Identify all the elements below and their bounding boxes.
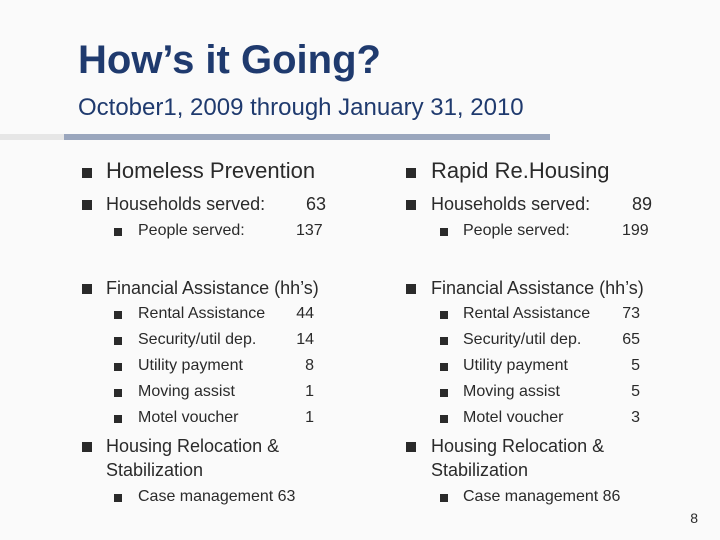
bullet-icon bbox=[406, 284, 416, 294]
bullet-icon bbox=[82, 284, 92, 294]
left-people-value: 137 bbox=[296, 222, 323, 239]
right-item-value: 65 bbox=[622, 331, 640, 348]
left-item-value: 8 bbox=[305, 357, 314, 374]
left-item-value: 1 bbox=[305, 409, 314, 426]
sub-bullet-icon bbox=[114, 389, 122, 397]
right-households-value: 89 bbox=[632, 194, 653, 214]
title-rule bbox=[64, 134, 550, 140]
left-households-label: Households served: bbox=[106, 194, 266, 214]
page-number: 8 bbox=[690, 510, 698, 526]
right-relocation-line2: Stabilization bbox=[431, 460, 529, 480]
sub-bullet-icon bbox=[440, 389, 448, 397]
sub-bullet-icon bbox=[440, 228, 448, 236]
right-case-management: Case management 86 bbox=[463, 488, 621, 505]
right-item-label: Moving assist bbox=[463, 383, 560, 400]
slide-title: How’s it Going? bbox=[78, 38, 381, 82]
sub-bullet-icon bbox=[440, 337, 448, 345]
sub-bullet-icon bbox=[114, 311, 122, 319]
left-relocation-line2: Stabilization bbox=[106, 460, 204, 480]
left-financial-heading: Financial Assistance (hh’s) bbox=[106, 278, 319, 298]
right-households-label: Households served: bbox=[431, 194, 591, 214]
left-item-label: Motel voucher bbox=[138, 409, 239, 426]
bullet-icon bbox=[82, 168, 92, 178]
left-case-management: Case management 63 bbox=[138, 488, 296, 505]
sub-bullet-icon bbox=[440, 494, 448, 502]
left-item-value: 14 bbox=[296, 331, 314, 348]
right-people-label: People served: bbox=[463, 222, 570, 239]
left-item-label: Rental Assistance bbox=[138, 305, 266, 322]
right-item-value: 5 bbox=[631, 383, 640, 400]
right-item-label: Security/util dep. bbox=[463, 331, 582, 348]
sub-bullet-icon bbox=[440, 311, 448, 319]
left-item-label: Security/util dep. bbox=[138, 331, 257, 348]
sub-bullet-icon bbox=[114, 415, 122, 423]
bullet-icon bbox=[406, 200, 416, 210]
sub-bullet-icon bbox=[114, 363, 122, 371]
left-item-label: Utility payment bbox=[138, 357, 243, 374]
right-item-value: 3 bbox=[631, 409, 640, 426]
right-people-value: 199 bbox=[622, 222, 649, 239]
title-rule-left bbox=[0, 134, 64, 140]
right-financial-heading: Financial Assistance (hh’s) bbox=[431, 278, 644, 298]
sub-bullet-icon bbox=[114, 494, 122, 502]
bullet-icon bbox=[82, 200, 92, 210]
bullet-icon bbox=[82, 442, 92, 452]
right-item-label: Utility payment bbox=[463, 357, 568, 374]
sub-bullet-icon bbox=[440, 363, 448, 371]
bullet-icon bbox=[406, 442, 416, 452]
right-item-value: 73 bbox=[622, 305, 640, 322]
left-item-value: 1 bbox=[305, 383, 314, 400]
left-item-value: 44 bbox=[296, 305, 314, 322]
right-item-value: 5 bbox=[631, 357, 640, 374]
right-relocation-line1: Housing Relocation & bbox=[431, 436, 605, 456]
left-item-label: Moving assist bbox=[138, 383, 235, 400]
sub-bullet-icon bbox=[114, 337, 122, 345]
right-item-label: Rental Assistance bbox=[463, 305, 591, 322]
left-households-value: 63 bbox=[306, 194, 327, 214]
sub-bullet-icon bbox=[440, 415, 448, 423]
right-heading: Rapid Re.Housing bbox=[431, 158, 610, 183]
left-people-label: People served: bbox=[138, 222, 245, 239]
title-block bbox=[78, 40, 381, 80]
sub-bullet-icon bbox=[114, 228, 122, 236]
slide-subtitle: October1, 2009 through January 31, 2010 bbox=[78, 94, 524, 121]
left-relocation-line1: Housing Relocation & bbox=[106, 436, 280, 456]
bullet-icon bbox=[406, 168, 416, 178]
left-heading: Homeless Prevention bbox=[106, 158, 316, 183]
right-item-label: Motel voucher bbox=[463, 409, 564, 426]
